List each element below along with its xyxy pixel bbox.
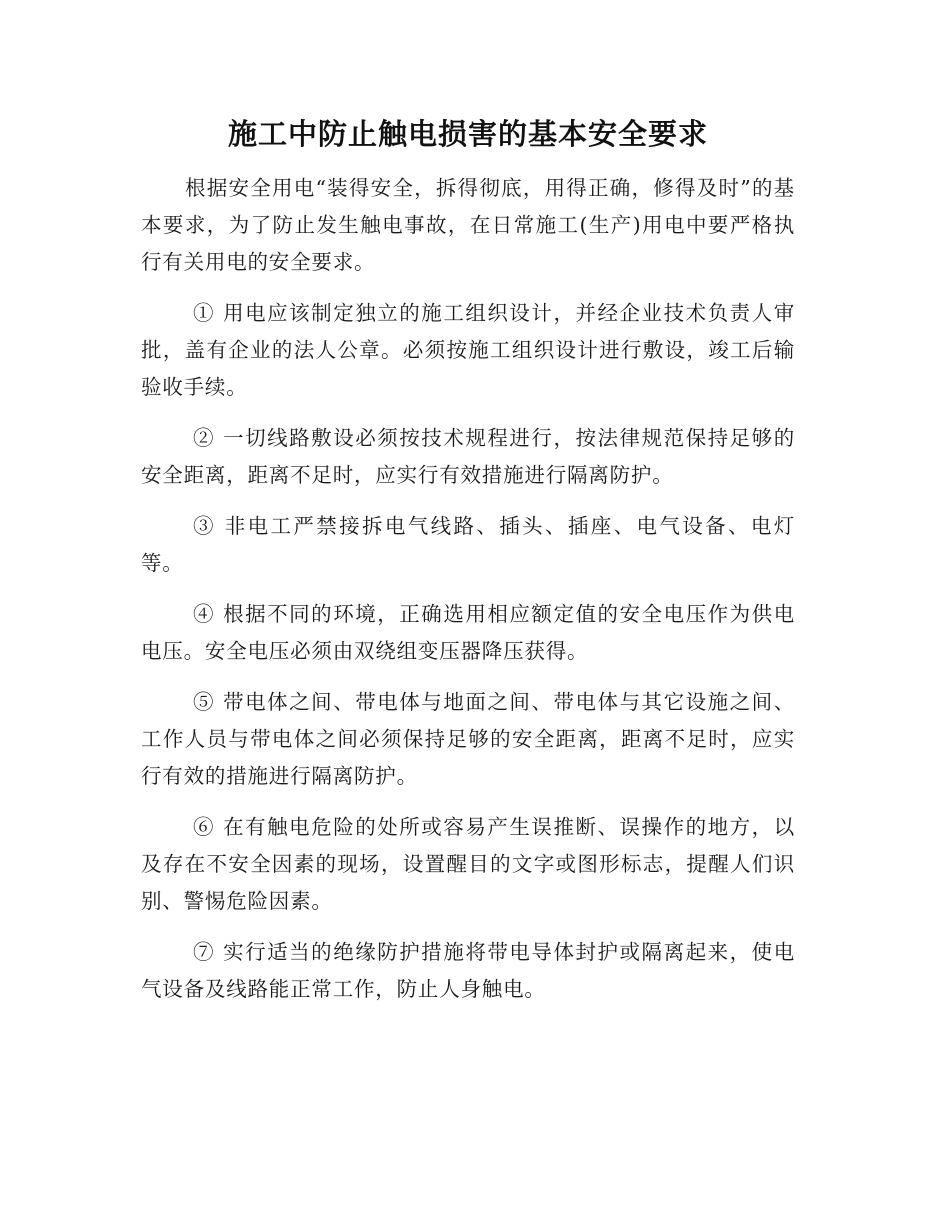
requirement-item-6: ⑥ 在有触电危险的处所或容易产生误推断、误操作的地方，以及存在不安全因素的现场，设置醒目的文字或图形标志，提醒人们识别、警惕危险因素。 — [141, 815, 795, 913]
requirement-item-5: ⑤ 带电体之间、带电体与地面之间、带电体与其它设施之间、工作人员与带电体之间必须保持足够的安全距离，距离不足时，应实行有效的措施进行隔离防护。 — [141, 690, 795, 788]
document-title: 施工中防止触电损害的基本安全要求 — [227, 117, 708, 151]
requirement-item-2: ② 一切线路敷设必须按技术规程进行，按法律规范保持足够的安全距离，距离不足时，应实行有效措施进行隔离防护。 — [141, 426, 795, 487]
intro-paragraph: 根据安全用电“装得安全，拆得彻底，用得正确，修得及时”的基本要求，为了防止发生触电事故，在日常施工(生产)用电中要严格执行有关用电的安全要求。 — [141, 176, 795, 274]
requirement-item-7: ⑦ 实行适当的绝缘防护措施将带电导体封护或隔离起来，使电气设备及线路能正常工作，防止人身触电。 — [141, 940, 795, 1001]
document-page — [141, 108, 795, 1022]
requirement-item-4: ④ 根据不同的环境，正确选用相应额定值的安全电压作为供电电压。安全电压必须由双绕组变压器降压获得。 — [141, 602, 795, 663]
requirement-item-3: ③ 非电工严禁接拆电气线路、插头、插座、电气设备、电灯等。 — [141, 514, 795, 575]
requirement-item-1: ① 用电应该制定独立的施工组织设计，并经企业技术负责人审批，盖有企业的法人公章。必须按施工组织设计进行敷设，竣工后输验收手续。 — [141, 301, 795, 399]
